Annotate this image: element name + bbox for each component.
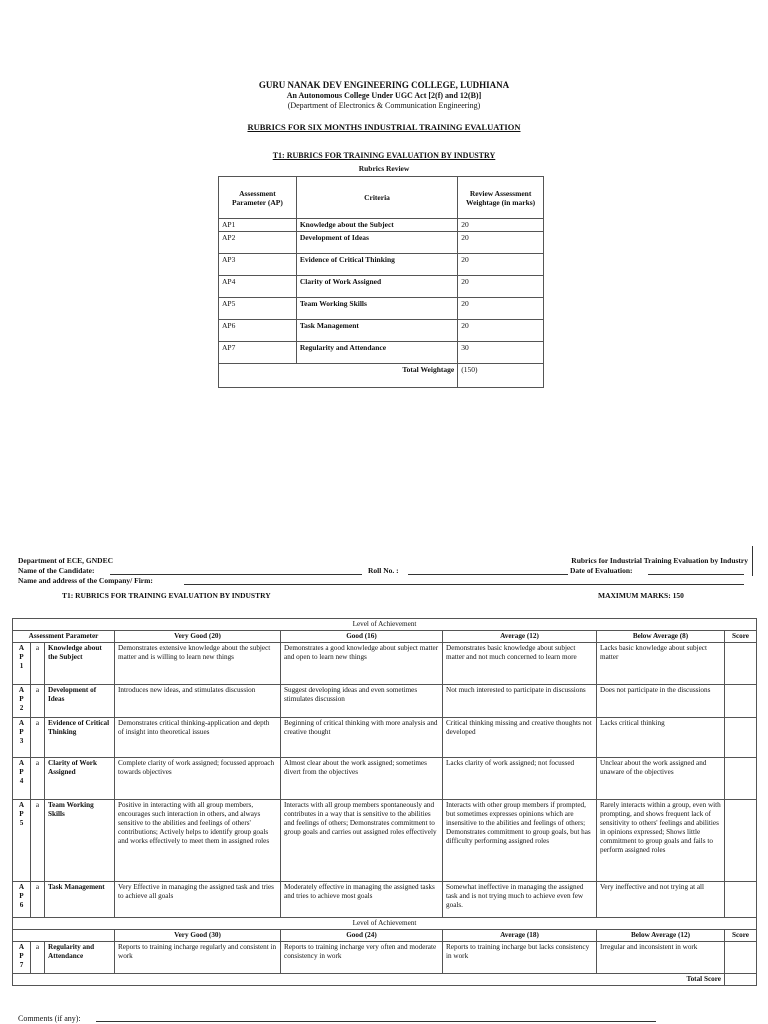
param-name: Regularity and Attendance — [45, 942, 115, 974]
cell-below-average: Unclear about the work assigned and unaware of the objectives — [597, 758, 725, 800]
candidate-field[interactable] — [110, 574, 362, 575]
review-criteria: Development of Ideas — [296, 232, 457, 254]
score-cell[interactable] — [725, 800, 757, 882]
col-very-good: Very Good (20) — [115, 631, 281, 643]
cell-average: Lacks clarity of work assigned; not focussed — [443, 758, 597, 800]
review-row — [219, 219, 544, 232]
date-field[interactable] — [648, 574, 744, 575]
review-ap: AP7 — [219, 342, 297, 364]
review-criteria: Task Management — [296, 320, 457, 342]
sub-letter: a — [31, 882, 45, 918]
ap-letters: A P 5 — [13, 800, 31, 882]
review-row — [219, 254, 544, 276]
sub-letter: a — [31, 758, 45, 800]
ap-letters: A P 1 — [13, 643, 31, 685]
col2-good: Good (24) — [281, 930, 443, 942]
cell-below-average: Very ineffective and not trying at all — [597, 882, 725, 918]
review-marks: 20 — [458, 219, 544, 232]
review-col-criteria: Criteria — [296, 177, 457, 219]
cell-average: Demonstrates basic knowledge about subject matter and not much concerned to learn more — [443, 643, 597, 685]
param-name: Evidence of Critical Thinking — [45, 718, 115, 758]
cell-very-good: Demonstrates critical thinking-application and depth of insight into theoretical issues — [115, 718, 281, 758]
review-criteria: Team Working Skills — [296, 298, 457, 320]
review-ap: AP4 — [219, 276, 297, 298]
review-marks: 30 — [458, 342, 544, 364]
roll-field[interactable] — [408, 574, 568, 575]
cell-very-good: Complete clarity of work assigned; focussed approach towards objectives — [115, 758, 281, 800]
review-row — [219, 276, 544, 298]
review-marks: 20 — [458, 254, 544, 276]
level-of-achievement-2: Level of Achievement — [13, 918, 757, 930]
col2-average: Average (18) — [443, 930, 597, 942]
total-score-cell[interactable] — [725, 974, 757, 986]
review-row — [219, 232, 544, 254]
review-ap: AP3 — [219, 254, 297, 276]
review-row — [219, 342, 544, 364]
cell-good: Beginning of critical thinking with more analysis and creative thought — [281, 718, 443, 758]
cell-very-good: Positive in interacting with all group members, encourages such interaction in others, and always sensitive to the abilities and feelings of others' contributions; Actively helps to identify group goals and works effectively to meet them in assigned roles — [115, 800, 281, 882]
review-criteria: Clarity of Work Assigned — [296, 276, 457, 298]
score-cell[interactable] — [725, 643, 757, 685]
cell-very-good: Introduces new ideas, and stimulates discussion — [115, 685, 281, 718]
table-row — [13, 718, 757, 758]
review-table — [218, 176, 544, 388]
cell-good: Almost clear about the work assigned; sometimes divert from the objectives — [281, 758, 443, 800]
cell-good: Reports to training incharge very often and moderate consistency in work — [281, 942, 443, 974]
table-row — [13, 685, 757, 718]
dept-label: Department of ECE, GNDEC — [18, 556, 113, 565]
rubric-table — [12, 618, 757, 986]
cell-below-average: Irregular and inconsistent in work — [597, 942, 725, 974]
max-marks: MAXIMUM MARKS: 150 — [598, 591, 684, 600]
param-name: Task Management — [45, 882, 115, 918]
cell-very-good: Very Effective in managing the assigned task and tries to achieve all goals — [115, 882, 281, 918]
ap-letters: A P 4 — [13, 758, 31, 800]
total-score-label: Total Score — [13, 974, 725, 986]
review-ap: AP6 — [219, 320, 297, 342]
sub-letter: a — [31, 800, 45, 882]
score-cell[interactable] — [725, 942, 757, 974]
rubrics-title: RUBRICS FOR SIX MONTHS INDUSTRIAL TRAINING EVALUATION — [247, 122, 521, 132]
t1-title: T1: RUBRICS FOR TRAINING EVALUATION BY INDUSTRY — [272, 151, 496, 160]
company-field[interactable] — [184, 584, 744, 585]
review-marks: 20 — [458, 276, 544, 298]
rubrics-review-title: Rubrics Review — [358, 164, 410, 173]
col-score: Score — [725, 631, 757, 643]
score-cell[interactable] — [725, 685, 757, 718]
form-right-title: Rubrics for Industrial Training Evaluation by Industry — [571, 556, 748, 565]
param-name: Clarity of Work Assigned — [45, 758, 115, 800]
col2-below-average: Below Average (12) — [597, 930, 725, 942]
score-cell[interactable] — [725, 758, 757, 800]
cell-average: Reports to training incharge but lacks consistency in work — [443, 942, 597, 974]
cell-good: Suggest developing ideas and even sometimes stimulates discussion — [281, 685, 443, 718]
company-label: Name and address of the Company/ Firm: — [18, 576, 153, 585]
col2-score: Score — [725, 930, 757, 942]
table-row — [13, 800, 757, 882]
review-col-ap: Assessment Parameter (AP) — [219, 177, 297, 219]
param-name: Team Working Skills — [45, 800, 115, 882]
sub-letter: a — [31, 718, 45, 758]
cell-very-good: Reports to training incharge regularly and consistent in work — [115, 942, 281, 974]
cell-below-average: Does not participate in the discussions — [597, 685, 725, 718]
comments-field[interactable] — [96, 1021, 656, 1022]
review-row — [219, 298, 544, 320]
col2-very-good: Very Good (30) — [115, 930, 281, 942]
ap-letters: A P 2 — [13, 685, 31, 718]
cell-below-average: Rarely interacts within a group, even with prompting, and shows frequent lack of sensitivity to others' feelings and abilities in opinions expressed; Shows little commitment to group goals and fails to perform assigned roles — [597, 800, 725, 882]
assessment-parameter-header: Assessment Parameter — [13, 631, 115, 643]
candidate-label: Name of the Candidate: — [18, 566, 95, 575]
ap-letters: A P 3 — [13, 718, 31, 758]
cell-average: Not much interested to participate in discussions — [443, 685, 597, 718]
ap-letters: A P 6 — [13, 882, 31, 918]
cell-average: Critical thinking missing and creative thoughts not developed — [443, 718, 597, 758]
review-ap: AP5 — [219, 298, 297, 320]
table-row — [13, 643, 757, 685]
table-row — [13, 758, 757, 800]
cell-very-good: Demonstrates extensive knowledge about the subject matter and is willing to learn new things — [115, 643, 281, 685]
sub-letter: a — [31, 643, 45, 685]
cell-average: Interacts with other group members if prompted, but sometimes expresses opinions which are insensitive to the abilities and feelings of others; Demonstrates commitment to group goals, but has difficulty performing assigned roles — [443, 800, 597, 882]
review-marks: 20 — [458, 320, 544, 342]
review-ap: AP2 — [219, 232, 297, 254]
param-name: Development of Ideas — [45, 685, 115, 718]
sub-letter: a — [31, 942, 45, 974]
review-criteria: Knowledge about the Subject — [296, 219, 457, 232]
level-of-achievement: Level of Achievement — [13, 619, 757, 631]
department-line: (Department of Electronics & Communication Engineering) — [287, 101, 481, 110]
cell-average: Somewhat ineffective in managing the assigned task and is not trying much to achieve even few goals. — [443, 882, 597, 918]
review-ap: AP1 — [219, 219, 297, 232]
score-cell[interactable] — [725, 718, 757, 758]
date-label: Date of Evaluation: — [570, 566, 633, 575]
t1-title-2: T1: RUBRICS FOR TRAINING EVALUATION BY INDUSTRY — [62, 591, 271, 600]
total-weightage-value: (150) — [458, 364, 544, 388]
ap-letters: A P 7 — [13, 942, 31, 974]
sub-letter: a — [31, 685, 45, 718]
review-marks: 20 — [458, 232, 544, 254]
roll-label: Roll No. : — [368, 566, 399, 575]
param-name: Knowledge about the Subject — [45, 643, 115, 685]
table-row — [13, 882, 757, 918]
review-criteria: Evidence of Critical Thinking — [296, 254, 457, 276]
col-average: Average (12) — [443, 631, 597, 643]
review-row — [219, 320, 544, 342]
college-name: GURU NANAK DEV ENGINEERING COLLEGE, LUDHIANA — [258, 80, 510, 90]
review-col-weightage: Review Assessment Weightage (in marks) — [458, 177, 544, 219]
cell-good: Interacts with all group members spontaneously and contributes in a way that is sensitive to the abilities and feelings of others; Demonstrates commitment to group goals and carries out assigned roles effectively — [281, 800, 443, 882]
review-marks: 20 — [458, 298, 544, 320]
cell-good: Demonstrates a good knowledge about subject matter and open to learn new things — [281, 643, 443, 685]
cell-below-average: Lacks basic knowledge about subject matter — [597, 643, 725, 685]
col-below-average: Below Average (8) — [597, 631, 725, 643]
col-good: Good (16) — [281, 631, 443, 643]
total-weightage-label: Total Weightage — [219, 364, 458, 388]
table-row — [13, 942, 757, 974]
cell-good: Moderately effective in managing the assigned tasks and tries to achieve most goals — [281, 882, 443, 918]
cell-below-average: Lacks critical thinking — [597, 718, 725, 758]
comments-label: Comments (if any): — [18, 1014, 81, 1023]
autonomous-line: An Autonomous College Under UGC Act [2(f) and 12(B)] — [286, 91, 482, 100]
score-cell[interactable] — [725, 882, 757, 918]
review-criteria: Regularity and Attendance — [296, 342, 457, 364]
